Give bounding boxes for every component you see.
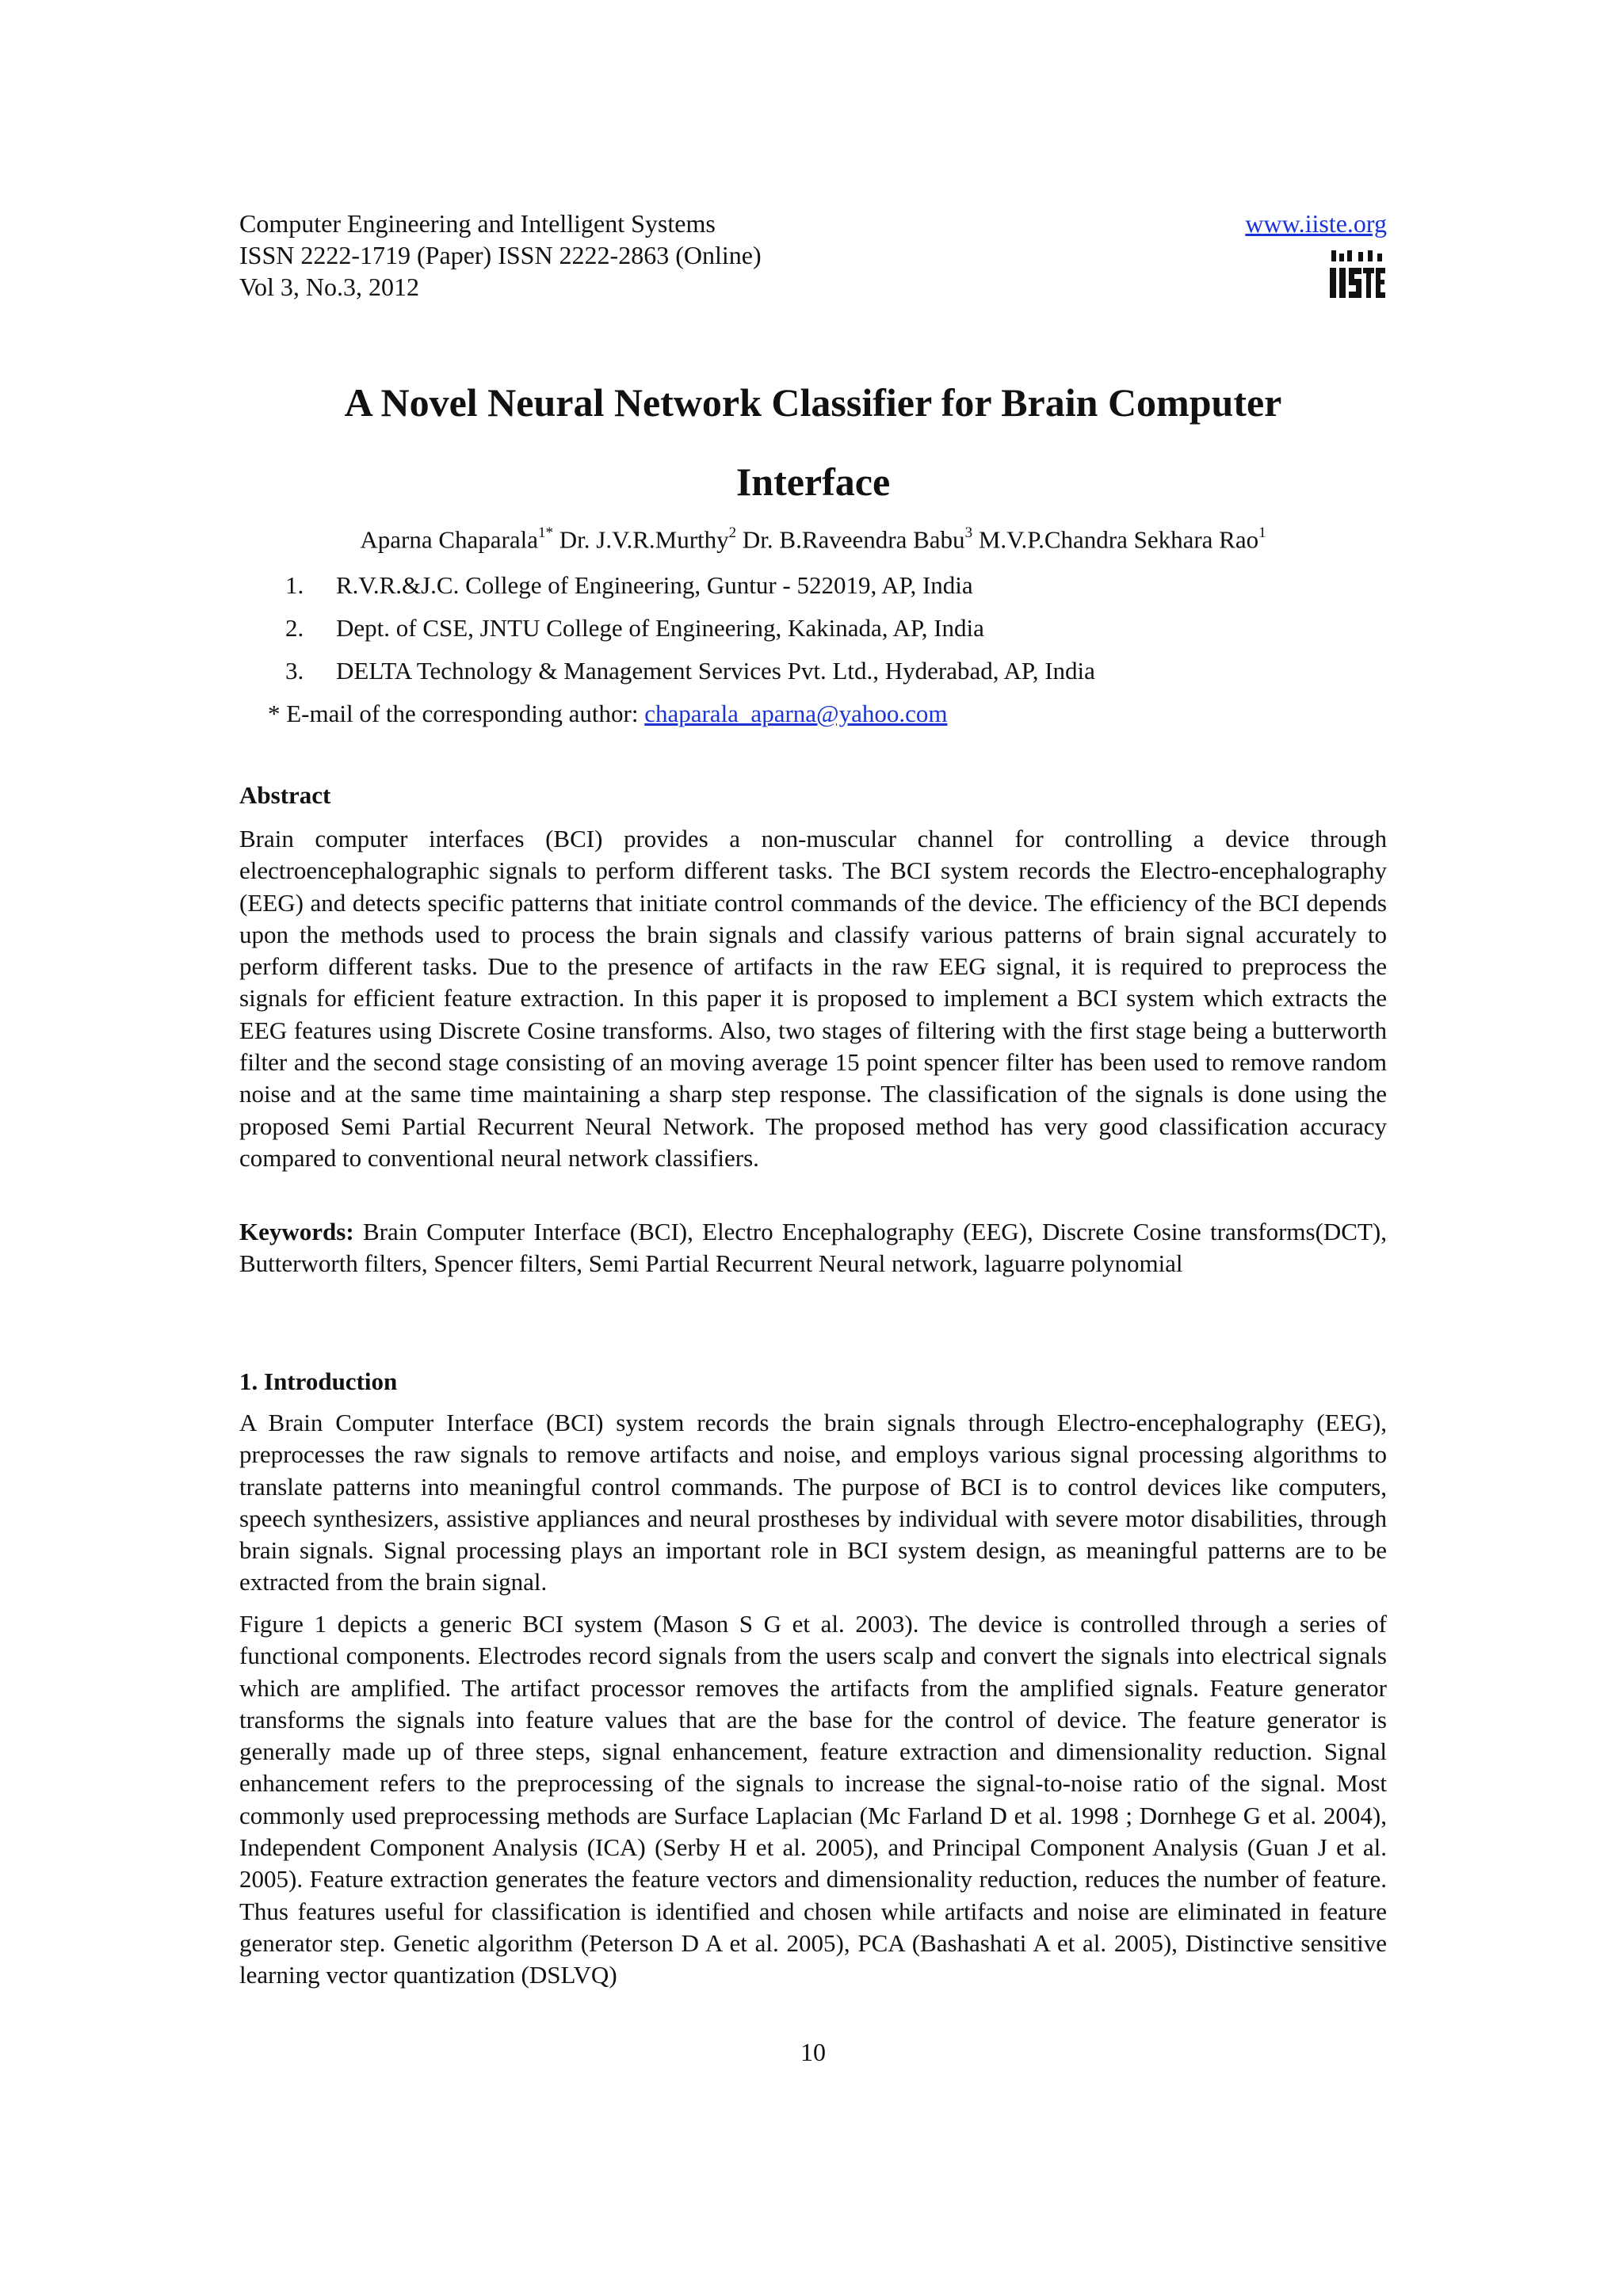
paper-title-line1: A Novel Neural Network Classifier for Brain Computer [344,380,1282,425]
corresponding-email-link[interactable]: chaparala_aparna@yahoo.com [644,700,948,727]
page-number: 10 [800,2038,826,2066]
abstract-heading: Abstract [239,781,331,809]
corresponding-author [268,692,1379,735]
iiste-logo-icon [1328,250,1387,299]
affiliation-item [285,564,1379,607]
affiliation-item [285,650,1379,692]
affiliation-number: 3. [285,657,304,685]
author-affiliation-marker: 1 [1258,524,1266,541]
author-affiliation-marker: 2 [728,524,737,541]
author-name: Aparna Chaparala [360,525,539,554]
author-list [239,517,1387,557]
affiliation-number: 2. [285,614,304,642]
journal-name: Computer Engineering and Intelligent Systems [239,209,716,238]
journal-website-link[interactable]: www.iiste.org [1245,209,1387,238]
journal-volume: Vol 3, No.3, 2012 [239,273,419,301]
correspondence-label: * E-mail of the corresponding author: [268,700,645,727]
page-header [239,208,1387,303]
paper-title-line2: Interface [735,460,891,504]
introduction-paragraph-2: Figure 1 depicts a generic BCI system (Mason S G et al. 2003). The device is controlled through a series of functional components. Electrodes record signals from the users scalp and convert the signals into electrical signals which are amplified. The artifact processor removes the artifacts from the amplified signals. Feature generator transforms the signals into feature values that are the base for the control of device. The feature generator is generally made up of three steps, signal enhancement, feature extraction and dimensionality reduction. Signal enhancement refers to the preprocessing of the signals to increase the signal-to-noise ratio of the signal. Most commonly used preprocessing methods are Surface Laplacian (Mc Farland D et al. 1998 ; Dornhege G et al. 2004), Independent Component Analysis (ICA) (Serby H et al. 2005), and Principal Component Analysis (Guan J et al. 2005). Feature extraction generates the feature vectors and dimensionality reduction, reduces the number of feature. Thus features useful for classification is identified and chosen while artifacts and noise are eliminated in feature generator step. Genetic algorithm (Peterson D A et al. 2005), PCA (Bashashati A et al. 2005), Distinctive sensitive learning vector quantization (DSLVQ) [239,1610,1387,1989]
author-affiliation-marker: 3 [964,524,973,541]
affiliation-text: R.V.R.&J.C. College of Engineering, Guntur - 522019, AP, India [336,571,973,599]
journal-issn: ISSN 2222-1719 (Paper) ISSN 2222-2863 (Online) [239,241,762,269]
keywords-paragraph [239,1216,1387,1280]
paper-title [239,363,1387,521]
author-name: Dr. J.V.R.Murthy [553,525,729,554]
affiliation-list [268,564,1379,735]
affiliation-text: Dept. of CSE, JNTU College of Engineering, Kakinada, AP, India [336,614,984,642]
author-affiliation-marker: 1* [538,524,554,541]
affiliation-text: DELTA Technology & Management Services Pvt. Ltd., Hyderabad, AP, India [336,657,1095,685]
keywords-label: Keywords: [239,1218,354,1245]
affiliation-item [285,607,1379,650]
abstract-body: Brain computer interfaces (BCI) provides a non-muscular channel for controlling a device through electroencephalographic signals to perform different tasks. The BCI system records the Electro-encephalography (EEG) and detects specific patterns that initiate control commands of the device. The efficiency of the BCI depends upon the methods used to process the brain signals and classify various patterns of brain signal accurately to perform different tasks. Due to the presence of artifacts in the raw EEG signal, it is required to preprocess the signals for efficient feature extraction. In this paper it is proposed to implement a BCI system which extracts the EEG features using Discrete Cosine transforms. Also, two stages of filtering with the first stage being a butterworth filter and the second stage consisting of an moving average 15 point spencer filter has been used to remove random noise and at the same time maintaining a sharp step response. The classification of the signals is done using the proposed Semi Partial Recurrent Neural Network. The proposed method has very good classification accuracy compared to conventional neural network classifiers. [239,825,1387,1172]
introduction-heading: 1. Introduction [239,1367,398,1395]
author-name: M.V.P.Chandra Sekhara Rao [972,525,1259,554]
introduction-paragraph-1: A Brain Computer Interface (BCI) system records the brain signals through Electro-encephalography (EEG), preprocesses the raw signals to remove artifacts and noise, and employs various signal processing algorithms to translate patterns into meaningful control commands. The purpose of BCI is to control devices like computers, speech synthesizers, assistive appliances and neural prostheses by individual with severe motor disabilities, through brain signals. Signal processing plays an important role in BCI system design, as meaningful patterns are to be extracted from the brain signal. [239,1409,1387,1596]
keywords-text: Brain Computer Interface (BCI), Electro Encephalography (EEG), Discrete Cosine transforms(DCT), Butterworth filters, Spencer filters, Semi Partial Recurrent Neural network, laguarre polynomial [239,1218,1387,1278]
author-name: Dr. B.Raveendra Babu [736,525,965,554]
affiliation-number: 1. [285,571,304,599]
journal-website-container [1245,208,1387,239]
journal-info [239,208,762,303]
